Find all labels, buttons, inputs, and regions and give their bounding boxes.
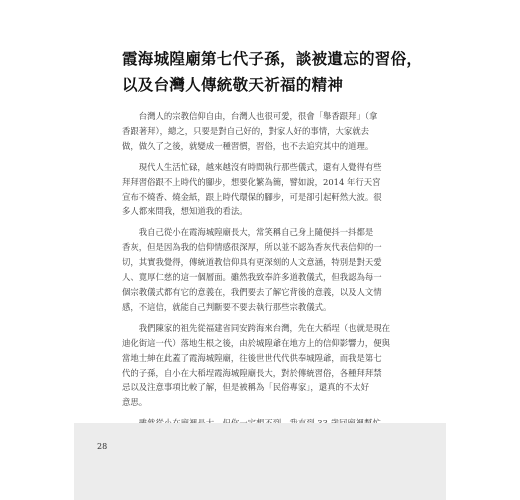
page-footer — [74, 423, 446, 500]
text-line: 香灰，但是因為我的信仰情感很深厚，所以並不認為香灰代表信仰的一 — [122, 242, 382, 253]
text-line: 台灣人的宗教信仰自由，台灣人也很可愛，很會「舉香跟拜」（拿 — [122, 111, 378, 121]
body-text — [122, 109, 414, 446]
chapter-title-line-2: 以及台灣人傳統敬天祈福的精神 — [122, 75, 344, 94]
text-line: 做，做久了之後，就變成一種習慣，習俗，也不去追究其中的道理。 — [122, 140, 374, 151]
text-line: 拜拜習俗跟不上時代的腳步，想要化繁為簡，譬如說，2014 年行天宮 — [122, 176, 381, 187]
text-line: 香跟著拜），總之，只要是對自己好的，對家人好的事情，大家就去 — [122, 125, 370, 136]
chapter-title-line-1: 霞海城隍廟第七代子孫，談被遺忘的習俗， — [122, 49, 423, 68]
text-line: 感，不這信，就能自己判斷要不要去執行那些宗教儀式。 — [122, 301, 332, 312]
text-line: 個宗教儀式都有它的意義在，我們要去了解它背後的意義，以及人文情 — [122, 286, 382, 297]
text-line: 切，其實我覺得，傳統道教信仰具有更深刻的人文意涵，特別是對天愛 — [122, 257, 382, 268]
text-line: 迪化街這一代）落地生根之後，由於城隍爺在地方上的信仰影響力，便與 — [122, 337, 390, 348]
chapter-title — [122, 46, 423, 98]
text-line: 人、寬厚仁慈的這一個層面。雖然我致奉許多道教儀式，但我認為每一 — [122, 272, 382, 283]
text-line: 意思。 — [122, 397, 148, 408]
text-line: 當地士紳在此蓋了霞海城隍廟，往後世世代代供奉城隍爺，而我是第七 — [122, 352, 382, 363]
text-line: 我自己從小在霞海城隍廟長大，常笑稱自己身上隨便抖一抖都是 — [122, 227, 374, 238]
paragraph-1 — [122, 109, 414, 154]
text-line: 多人都來問我，想知道我的看法。 — [122, 206, 248, 217]
page-number: 28 — [97, 442, 108, 451]
text-line: 宣布不燒香、燒金紙，跟上時代環保的腳步，可是卻引起軒然大波。很 — [122, 191, 382, 202]
paragraph-3 — [122, 225, 414, 314]
paragraph-4 — [122, 321, 414, 410]
text-line: 現代人生活忙碌，越來越沒有時間執行那些儀式，還有人覺得有些 — [122, 161, 382, 172]
text-line: 忌以及注意事項比較了解，但是被稱為「民俗專家」，還真的不太好 — [122, 382, 370, 393]
paragraph-2 — [122, 160, 414, 220]
text-line: 我們陳家的祖先從福建省同安跨海來台灣，先在大稻埕（也就是現在 — [122, 322, 390, 333]
text-line: 代的子孫，自小在大稻埕霞海城隍廟長大，對於傳統習俗，各種拜拜禁 — [122, 367, 382, 378]
